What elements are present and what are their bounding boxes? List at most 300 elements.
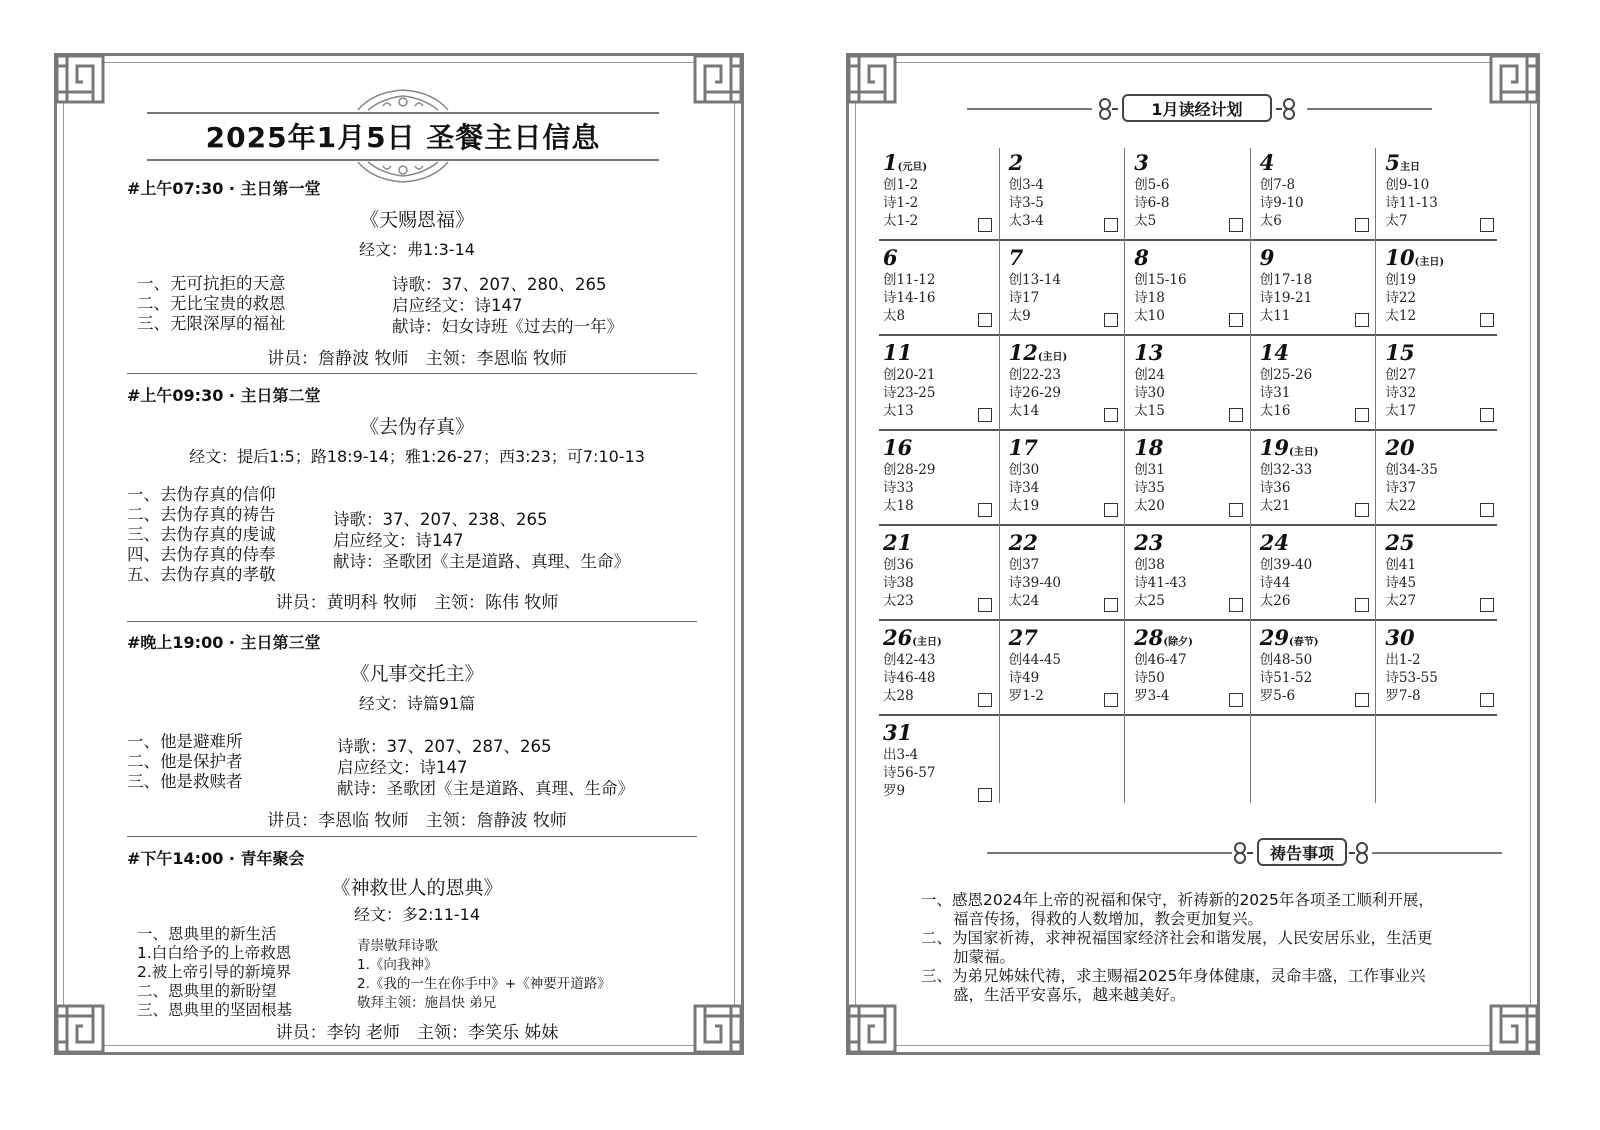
reading-item: 创37 [1008, 557, 1040, 573]
day-note: (除夕) [1163, 637, 1193, 648]
day-number-text: 31 [883, 720, 913, 745]
reading-item: 太18 [883, 498, 914, 514]
reading-list [1009, 271, 1061, 325]
reading-item: 太14 [1008, 403, 1040, 419]
day-number [1134, 625, 1193, 650]
sermon-title: 《去伪存真》 [359, 416, 474, 438]
calendar-day [879, 433, 1004, 527]
section-divider [127, 373, 697, 374]
worship-info [392, 274, 623, 337]
reading-item: 太26 [1259, 593, 1291, 609]
day-number [1134, 150, 1149, 175]
responsive-reading: 启应经文：诗147 [337, 758, 468, 777]
day-note: (主日) [1037, 352, 1068, 363]
day-number [1385, 530, 1414, 555]
checkbox[interactable] [1480, 693, 1494, 707]
calendar-day [1005, 338, 1130, 432]
reading-list [1385, 271, 1416, 325]
sermon-point: 三、他是救赎者 [127, 772, 243, 791]
reading-item: 创39-40 [1259, 557, 1313, 573]
reading-list [1134, 271, 1186, 325]
prayer-item: 三、为弟兄姊妹代祷，求主赐福2025年身体健康，灵命丰盛，工作事业兴盛，生活平安喜乐，越来越美好。 [921, 967, 1426, 1004]
day-number-text: 30 [1385, 625, 1415, 650]
checkbox[interactable] [1355, 408, 1369, 422]
day-number [1009, 150, 1024, 175]
reading-item: 诗39-40 [1008, 575, 1062, 591]
reading-list [1009, 366, 1061, 420]
grid-line [879, 429, 1497, 431]
reading-list [1260, 366, 1312, 420]
sermon-points [127, 732, 243, 792]
corner-ornament-icon [1487, 52, 1541, 106]
reading-list [1009, 556, 1061, 610]
service-block-3 [127, 630, 707, 830]
reading-item: 诗44 [1259, 575, 1291, 591]
checkbox[interactable] [978, 598, 992, 612]
checkbox[interactable] [1104, 598, 1118, 612]
reading-item: 创19 [1385, 272, 1417, 288]
calendar-day [1005, 623, 1130, 717]
grid-line [879, 239, 1497, 241]
day-number [1009, 625, 1038, 650]
grid-line [879, 524, 1497, 526]
sermon-title: 《凡事交托主》 [350, 663, 484, 685]
calendar-day [879, 243, 1004, 337]
scripture-reference: 经文：多2:11-14 [353, 905, 481, 924]
sermon-point: 一、他是避难所 [127, 732, 243, 751]
reading-item: 诗1-2 [883, 195, 919, 211]
sermon-point: 二、去伪存真的祷告 [127, 505, 276, 524]
reading-item: 太5 [1134, 213, 1157, 229]
checkbox[interactable] [978, 408, 992, 422]
reading-item: 太3-4 [1008, 213, 1044, 229]
day-number-text: 26 [883, 625, 913, 650]
reading-plan-panel [846, 53, 1540, 1055]
sermon-title: 《天赐恩福》 [359, 209, 474, 231]
corner-ornament-icon [1487, 1002, 1541, 1056]
day-number-text: 22 [1008, 530, 1038, 555]
day-number-text: 15 [1385, 340, 1415, 365]
reading-list [1009, 461, 1040, 515]
grid-line [1124, 148, 1125, 803]
reading-item: 诗9-10 [1259, 195, 1304, 211]
reading-item: 诗49 [1008, 670, 1040, 686]
checkbox[interactable] [1480, 408, 1494, 422]
reading-item: 诗53-55 [1385, 670, 1438, 686]
sermon-points [127, 485, 276, 585]
reading-item: 诗31 [1259, 385, 1291, 401]
day-note: 主日 [1400, 162, 1421, 173]
reading-item: 创31 [1134, 462, 1165, 478]
day-number [883, 435, 912, 460]
speaker-line: 讲员：詹静波 牧师 主领：李恩临 牧师 [267, 349, 567, 369]
checkbox[interactable] [1104, 503, 1118, 517]
reading-item: 创9-10 [1385, 177, 1430, 193]
reading-item: 创5-6 [1134, 177, 1170, 193]
cloud-scroll-icon [1092, 96, 1118, 122]
reading-item: 太13 [883, 403, 914, 419]
calendar-day [1381, 433, 1506, 527]
day-number [1385, 340, 1414, 365]
checkbox[interactable] [1480, 313, 1494, 327]
prayer-banner [967, 836, 1437, 870]
day-number-text: 7 [1008, 245, 1024, 270]
reading-item: 诗46-48 [883, 670, 936, 686]
reading-item: 诗3-5 [1008, 195, 1044, 211]
service-block-1 [127, 176, 707, 376]
reading-item: 创1-2 [883, 177, 919, 193]
reading-item: 诗30 [1134, 385, 1165, 401]
calendar-day [879, 718, 1004, 812]
reading-item: 罗1-2 [1008, 688, 1044, 704]
day-number [1134, 245, 1149, 270]
reading-item: 太27 [1385, 593, 1417, 609]
checkbox[interactable] [978, 218, 992, 232]
reading-item: 太6 [1259, 213, 1282, 229]
reading-item: 创25-26 [1259, 367, 1313, 383]
scripture-reference: 经文：弗1:3-14 [359, 240, 475, 259]
day-number-text: 29 [1259, 625, 1290, 650]
reading-list [883, 556, 914, 610]
day-number [1260, 625, 1319, 650]
day-number [883, 245, 898, 270]
reading-item: 诗41-43 [1134, 575, 1187, 591]
reading-item: 太15 [1134, 403, 1165, 419]
reading-item: 太23 [883, 593, 914, 609]
reading-item: 创22-23 [1008, 367, 1062, 383]
reading-item: 诗14-16 [883, 290, 936, 306]
reading-item: 诗17 [1008, 290, 1040, 306]
reading-item: 出1-2 [1385, 652, 1421, 668]
calendar-day [1256, 623, 1381, 717]
calendar-day [879, 148, 1004, 242]
service-block-4 [127, 846, 707, 1046]
corner-ornament-icon [691, 52, 745, 106]
day-number [883, 625, 942, 650]
reading-item: 诗56-57 [883, 765, 936, 781]
checkbox[interactable] [1104, 218, 1118, 232]
grid-line [1375, 148, 1376, 803]
calendar-day [1130, 338, 1255, 432]
hymns: 诗歌：37、207、280、265 [392, 275, 607, 294]
checkbox[interactable] [1229, 598, 1243, 612]
reading-item: 诗11-13 [1385, 195, 1438, 211]
sermon-point: 三、去伪存真的虔诚 [127, 525, 276, 544]
day-number [1260, 530, 1289, 555]
checkbox[interactable] [1355, 218, 1369, 232]
sermon-point: 二、恩典里的新盼望 [137, 982, 277, 1000]
reading-list [1134, 461, 1165, 515]
anthem: 献诗：妇女诗班《过去的一年》 [392, 317, 623, 336]
grid-line [879, 334, 1497, 336]
checkbox[interactable] [1480, 503, 1494, 517]
reading-list [883, 271, 935, 325]
day-number [1260, 435, 1319, 460]
reading-item: 太28 [883, 688, 914, 704]
grid-line [879, 619, 1497, 621]
sermon-point: 二、无比宝贵的救恩 [137, 294, 286, 313]
reading-item: 太21 [1259, 498, 1291, 514]
checkbox[interactable] [1355, 598, 1369, 612]
reading-item: 太7 [1385, 213, 1408, 229]
day-number-text: 19 [1259, 435, 1290, 460]
reading-item: 罗9 [883, 783, 906, 799]
reading-item: 创36 [883, 557, 914, 573]
calendar-day [1256, 338, 1381, 432]
calendar-day [1256, 433, 1381, 527]
day-number-text: 28 [1134, 625, 1164, 650]
reading-item: 创32-33 [1259, 462, 1313, 478]
grid-line [1250, 148, 1251, 803]
checkbox[interactable] [1229, 313, 1243, 327]
cloud-scroll-icon [1276, 96, 1302, 122]
day-number [1009, 435, 1038, 460]
reading-item: 诗19-21 [1259, 290, 1313, 306]
day-number-text: 6 [883, 245, 898, 270]
responsive-reading: 启应经文：诗147 [333, 531, 464, 550]
reading-list [1385, 556, 1416, 610]
day-number [1134, 435, 1163, 460]
day-number-text: 12 [1008, 340, 1038, 365]
reading-item: 诗36 [1259, 480, 1291, 496]
checkbox[interactable] [1229, 408, 1243, 422]
checkbox[interactable] [1480, 218, 1494, 232]
section-divider [127, 621, 697, 622]
day-number [1009, 340, 1068, 365]
reading-item: 太11 [1259, 308, 1291, 324]
checkbox[interactable] [978, 503, 992, 517]
reading-item: 太12 [1385, 308, 1417, 324]
reading-list [1385, 176, 1437, 230]
day-number [1134, 340, 1163, 365]
reading-item: 太22 [1385, 498, 1417, 514]
scroll-ornament-icon [353, 86, 453, 112]
day-number-text: 3 [1134, 150, 1149, 175]
day-number-text: 25 [1385, 530, 1415, 555]
title-block [147, 84, 659, 184]
day-number [1009, 245, 1024, 270]
day-number-text: 20 [1385, 435, 1415, 460]
reading-list [1385, 651, 1437, 705]
reading-item: 创30 [1008, 462, 1040, 478]
reading-list [1134, 366, 1165, 420]
reading-item: 创44-45 [1008, 652, 1062, 668]
reading-item: 创42-43 [883, 652, 936, 668]
reading-item: 创15-16 [1134, 272, 1187, 288]
day-number [1009, 530, 1038, 555]
checkbox[interactable] [1480, 598, 1494, 612]
checkbox[interactable] [1104, 408, 1118, 422]
reading-list [1385, 366, 1416, 420]
checkbox[interactable] [978, 313, 992, 327]
scripture-reference: 经文：提后1:5；路18:9-14；雅1:26-27；西3:23；可7:10-13 [189, 447, 645, 466]
reading-list [1009, 651, 1061, 705]
day-number-text: 21 [883, 530, 913, 555]
day-number [883, 150, 927, 175]
worship-info [333, 509, 630, 572]
calendar-day [1256, 243, 1381, 337]
anthem: 献诗：圣歌团《主是道路、真理、生命》 [333, 552, 630, 571]
reading-item: 诗18 [1134, 290, 1165, 306]
reading-list [883, 651, 935, 705]
checkbox[interactable] [1229, 218, 1243, 232]
sermon-points [137, 274, 286, 334]
calendar-day [1005, 243, 1130, 337]
reading-item: 太8 [883, 308, 906, 324]
checkbox[interactable] [1355, 693, 1369, 707]
reading-item: 创7-8 [1259, 177, 1296, 193]
checkbox[interactable] [978, 788, 992, 802]
corner-ornament-icon [53, 1002, 107, 1056]
sermon-point: 一、无可抗拒的天意 [137, 274, 286, 293]
sermon-point: 四、去伪存真的侍奉 [127, 545, 276, 564]
reading-item: 创17-18 [1259, 272, 1313, 288]
reading-item: 创27 [1385, 367, 1417, 383]
grid-line [879, 714, 1497, 716]
reading-list [883, 366, 935, 420]
reading-list [1260, 651, 1312, 705]
calendar-day [1005, 148, 1130, 242]
checkbox[interactable] [1104, 693, 1118, 707]
reading-list [1260, 461, 1312, 515]
reading-item: 太10 [1134, 308, 1165, 324]
checkbox[interactable] [1104, 313, 1118, 327]
prayer-item: 二、为国家祈祷，求神祝福国家经济社会和谐发展，人民安居乐业，生活更加蒙福。 [921, 929, 1433, 966]
checkbox[interactable] [1229, 693, 1243, 707]
reading-item: 创24 [1134, 367, 1165, 383]
day-note: (元旦) [897, 162, 928, 173]
reading-item: 太25 [1134, 593, 1165, 609]
reading-item: 诗50 [1134, 670, 1165, 686]
reading-item: 诗45 [1385, 575, 1417, 591]
reading-item: 太17 [1385, 403, 1417, 419]
day-number-text: 24 [1259, 530, 1290, 555]
calendar-day [879, 528, 1004, 622]
day-number [1260, 150, 1275, 175]
checkbox[interactable] [1355, 503, 1369, 517]
checkbox[interactable] [1229, 503, 1243, 517]
reading-item: 诗38 [883, 575, 914, 591]
calendar-day [1130, 623, 1255, 717]
hymns: 诗歌：37、207、287、265 [337, 737, 552, 756]
corner-ornament-icon [53, 52, 107, 106]
day-number [883, 720, 912, 745]
reading-list [1260, 556, 1312, 610]
calendar-day [1130, 528, 1255, 622]
reading-item: 诗33 [883, 480, 914, 496]
reading-item: 太16 [1259, 403, 1291, 419]
day-number [1385, 150, 1420, 175]
reading-list [1134, 176, 1169, 230]
day-number-text: 13 [1134, 340, 1164, 365]
worship-song: 2.《我的一生在你手中》+《神要开道路》 [357, 976, 611, 992]
calendar-day [1381, 243, 1506, 337]
reading-calendar [879, 148, 1507, 804]
day-note: (春节) [1289, 637, 1319, 648]
grid-line [999, 148, 1000, 803]
day-number-text: 10 [1385, 245, 1415, 270]
sermon-point: 二、他是保护者 [127, 752, 243, 771]
day-number-text: 23 [1134, 530, 1164, 555]
reading-list [883, 176, 918, 230]
calendar-day [1256, 528, 1381, 622]
reading-item: 太9 [1008, 308, 1031, 324]
reading-item: 创46-47 [1134, 652, 1187, 668]
responsive-reading: 启应经文：诗147 [392, 296, 523, 315]
corner-ornament-icon [845, 1002, 899, 1056]
checkbox[interactable] [978, 693, 992, 707]
speaker-line: 讲员：李恩临 牧师 主领：詹静波 牧师 [267, 811, 567, 831]
calendar-day [1005, 433, 1130, 527]
speaker-line: 讲员：黄明科 牧师 主领：陈伟 牧师 [275, 593, 559, 613]
day-number-text: 4 [1259, 150, 1275, 175]
reading-list [1134, 556, 1186, 610]
sermon-points [137, 925, 292, 1020]
reading-item: 创28-29 [883, 462, 936, 478]
calendar-day [1130, 243, 1255, 337]
reading-item: 创48-50 [1259, 652, 1313, 668]
day-number [883, 340, 912, 365]
day-number-text: 27 [1008, 625, 1038, 650]
prayer-list [921, 891, 1441, 1005]
reading-item: 太24 [1008, 593, 1040, 609]
checkbox[interactable] [1355, 313, 1369, 327]
section-divider [127, 836, 697, 837]
reading-item: 诗34 [1008, 480, 1040, 496]
reading-item: 诗26-29 [1008, 385, 1062, 401]
prayer-title: 祷告事项 [1257, 838, 1347, 866]
calendar-day [1381, 623, 1506, 717]
reading-item: 出3-4 [883, 747, 919, 763]
day-number [1385, 625, 1414, 650]
day-number [883, 530, 912, 555]
reading-item: 诗22 [1385, 290, 1417, 306]
calendar-day [1005, 528, 1130, 622]
prayer-item: 一、感恩2024年上帝的祝福和保守，祈祷新的2025年各项圣工顺利开展，福音传扬，得救的人数增加，教会更加复兴。 [921, 891, 1434, 928]
anthem: 献诗：圣歌团《主是道路、真理、生命》 [337, 779, 634, 798]
day-number-text: 17 [1008, 435, 1038, 460]
reading-item: 创11-12 [883, 272, 936, 288]
day-number [1260, 245, 1275, 270]
page-title: 2025年1月5日 圣餐主日信息 [205, 121, 601, 154]
calendar-day [1381, 528, 1506, 622]
service-block-2 [127, 383, 707, 613]
day-note: (主日) [1414, 257, 1445, 268]
service-header: #上午09:30 · 主日第二堂 [127, 386, 321, 405]
reading-item: 创38 [1134, 557, 1165, 573]
sermon-info-panel [54, 53, 744, 1055]
youth-worship-label: 青崇敬拜诗歌 [357, 938, 438, 954]
reading-item: 创13-14 [1008, 272, 1062, 288]
corner-ornament-icon [845, 52, 899, 106]
speaker-line: 讲员：李钧 老师 主领：李笑乐 姊妹 [275, 1023, 559, 1043]
day-number-text: 1 [883, 150, 898, 175]
day-number [1260, 340, 1289, 365]
sermon-point: 2.被上帝引导的新境界 [137, 963, 292, 981]
reading-plan-title: 1月读经计划 [1122, 94, 1272, 122]
reading-list [1009, 176, 1044, 230]
calendar-day [879, 338, 1004, 432]
sermon-title: 《神救世人的恩典》 [331, 877, 503, 899]
calendar-day [879, 623, 1004, 717]
sermon-point: 一、去伪存真的信仰 [127, 485, 276, 504]
day-number-text: 16 [883, 435, 913, 460]
reading-item: 创41 [1385, 557, 1417, 573]
worship-song: 1.《向我神》 [357, 957, 438, 973]
worship-leader: 敬拜主领：施昌快 弟兄 [357, 995, 497, 1011]
sermon-point: 1.白白给予的上帝救恩 [137, 944, 292, 962]
cloud-scroll-icon [1349, 840, 1375, 866]
